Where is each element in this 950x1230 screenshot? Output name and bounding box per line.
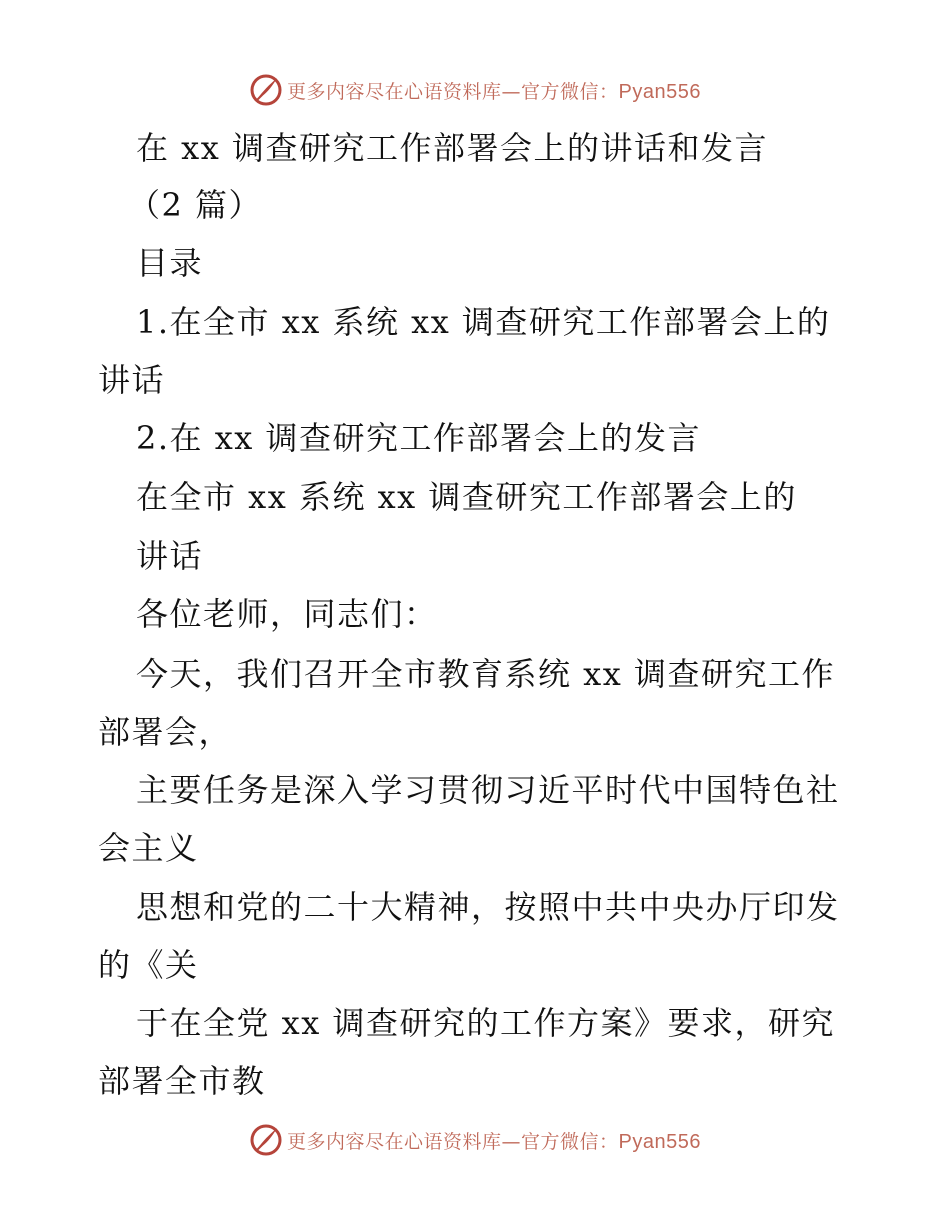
paragraph-4-line-1: 于在全党 xx 调查研究的工作方案》要求，研究 xyxy=(136,1004,835,1042)
paragraph-3-line-1: 思想和党的二十大精神，按照中共中央办厅印发 xyxy=(136,888,840,926)
paragraph-4-line-2: 部署全市教 xyxy=(98,1062,266,1100)
footer-banner xyxy=(0,1120,950,1160)
header-banner-label: 更多内容尽在心语资料库—官方微信： xyxy=(287,80,619,103)
quill-logo-icon xyxy=(249,1123,283,1157)
salutation: 各位老师，同志们： xyxy=(136,595,438,633)
paragraph-1-line-1: 今天，我们召开全市教育系统 xx 调查研究工作 xyxy=(136,655,835,693)
header-banner-text xyxy=(287,77,701,104)
document-title-line-1: 在 xx 调查研究工作部署会上的讲话和发言 xyxy=(136,129,768,167)
speech-title-line-1: 在全市 xx 系统 xx 调查研究工作部署会上的 xyxy=(136,478,797,516)
footer-banner-text xyxy=(287,1127,701,1154)
footer-banner-label: 更多内容尽在心语资料库—官方微信： xyxy=(287,1130,619,1153)
paragraph-1-line-2: 部署会， xyxy=(98,713,233,751)
document-title-line-2: （2 篇） xyxy=(128,186,263,224)
header-banner-account: Pyan556 xyxy=(618,80,701,103)
footer-banner-account: Pyan556 xyxy=(618,1130,701,1153)
header-banner xyxy=(0,70,950,110)
toc-item-2: 2.在 xx 调查研究工作部署会上的发言 xyxy=(136,419,701,457)
toc-item-1-line-1: 1.在全市 xx 系统 xx 调查研究工作部署会上的 xyxy=(136,303,831,341)
paragraph-2-line-1: 主要任务是深入学习贯彻习近平时代中国特色社 xyxy=(136,771,840,809)
toc-item-1-line-2: 讲话 xyxy=(98,361,166,399)
paragraph-3-line-2: 的《关 xyxy=(98,946,199,984)
paragraph-2-line-2: 会主义 xyxy=(98,829,199,867)
toc-heading: 目录 xyxy=(136,244,204,282)
quill-logo-icon xyxy=(249,73,283,107)
speech-title-line-2: 讲话 xyxy=(136,537,204,575)
